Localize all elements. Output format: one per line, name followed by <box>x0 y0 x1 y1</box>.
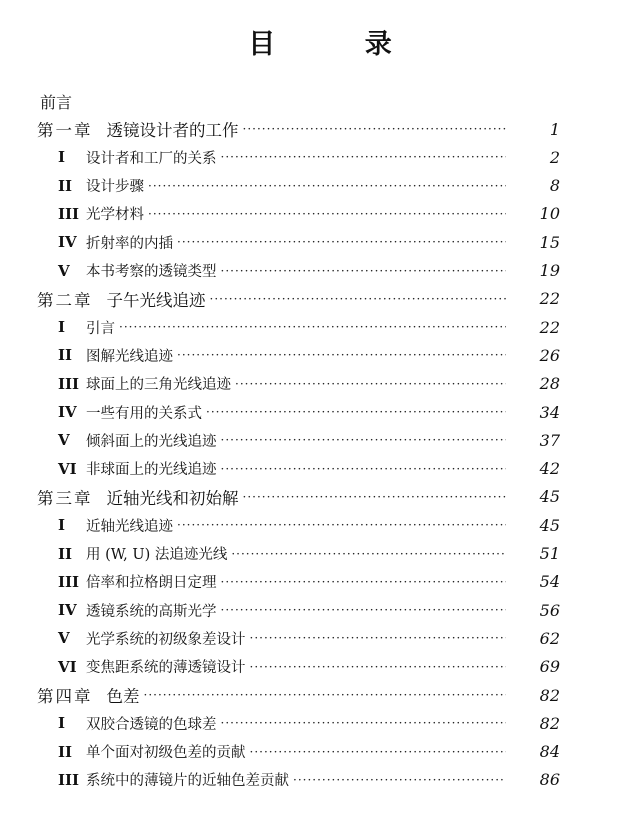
leader-dots <box>250 660 507 674</box>
section-number: I <box>58 148 66 167</box>
page-number: 22 <box>539 317 560 337</box>
section-title: 折射率的内插 <box>86 235 173 252</box>
toc-section-row <box>0 456 640 482</box>
section-title: 透镜系统的高斯光学 <box>86 603 217 620</box>
leader-dots <box>221 575 507 589</box>
page-number: 26 <box>539 345 560 365</box>
section-number: II <box>58 346 73 365</box>
page-number: 69 <box>539 657 560 677</box>
leader-dots <box>148 207 506 221</box>
toc-section-row <box>0 399 640 425</box>
page-number: 62 <box>539 628 560 648</box>
page-number: 54 <box>539 572 560 592</box>
chapter-number: 第三章 <box>37 488 93 508</box>
leader-dots <box>177 235 506 249</box>
chapter-title: 近轴光线和初始解 <box>106 488 239 508</box>
section-number: II <box>58 176 73 195</box>
section-title: 球面上的三角光线追迹 <box>86 377 231 394</box>
page-number: 34 <box>539 402 560 422</box>
page-number: 84 <box>539 742 560 762</box>
page-number: 82 <box>539 713 560 733</box>
toc-section-row <box>0 173 640 199</box>
page-number: 2 <box>549 147 560 167</box>
page-number: 1 <box>549 119 560 139</box>
section-title: 双胶合透镜的色球差 <box>86 716 217 733</box>
leader-dots <box>119 320 506 334</box>
page-number: 10 <box>539 204 560 224</box>
page-number: 15 <box>539 232 560 252</box>
leader-dots <box>235 377 506 391</box>
chapter-title: 子午光线追迹 <box>106 290 206 310</box>
section-title: 近轴光线追迹 <box>86 518 173 535</box>
toc-section-row <box>0 569 640 595</box>
section-title: 变焦距系统的薄透镜设计 <box>86 660 246 677</box>
toc-chapter-row <box>0 682 640 708</box>
leader-dots <box>250 745 507 759</box>
section-title: 非球面上的光线追迹 <box>86 462 217 479</box>
preface-heading: 前言 <box>40 93 73 112</box>
leader-dots <box>221 462 507 476</box>
section-number: III <box>58 374 80 393</box>
leader-dots <box>293 773 506 787</box>
section-title: 系统中的薄镜片的近轴色差贡献 <box>86 773 289 790</box>
section-number: III <box>58 204 80 223</box>
leader-dots <box>221 433 507 447</box>
chapter-number: 第二章 <box>37 290 93 310</box>
page-number: 45 <box>539 487 560 507</box>
section-title: 一些有用的关系式 <box>86 405 202 422</box>
leader-dots <box>231 547 506 561</box>
section-number: II <box>58 544 73 563</box>
toc-section-row <box>0 342 640 368</box>
section-title: 设计步骤 <box>86 179 144 196</box>
section-number: V <box>58 261 70 280</box>
section-number: VI <box>58 459 77 478</box>
toc-section-row <box>0 201 640 227</box>
toc-section-row <box>0 229 640 255</box>
page-title: 目 录 <box>248 29 432 60</box>
chapter-number: 第四章 <box>37 687 93 706</box>
section-title: 倍率和拉格朗日定理 <box>86 575 217 592</box>
leader-dots <box>210 292 507 306</box>
leader-dots <box>177 518 506 532</box>
toc-section-row <box>0 767 640 793</box>
section-title: 设计者和工厂的关系 <box>86 150 217 167</box>
page-number: 8 <box>549 176 560 196</box>
toc-section-row <box>0 314 640 340</box>
leader-dots <box>177 348 506 362</box>
chapter-number: 第一章 <box>37 121 93 140</box>
section-number: V <box>58 431 70 450</box>
toc-section-row <box>0 739 640 765</box>
section-title: 单个面对初级色差的贡献 <box>86 745 246 762</box>
toc-section-row <box>0 258 640 284</box>
page-number: 51 <box>539 544 560 563</box>
toc-chapter-row <box>0 116 640 142</box>
section-title: 引言 <box>86 320 115 337</box>
leader-dots <box>221 264 507 278</box>
page-number: 22 <box>539 289 560 309</box>
section-number: I <box>58 714 66 733</box>
leader-dots <box>148 179 506 193</box>
section-number: I <box>58 318 66 337</box>
toc-section-row <box>0 371 640 397</box>
chapter-title: 透镜设计者的工作 <box>106 121 239 140</box>
section-number: VI <box>58 657 77 676</box>
section-title: 光学系统的初级象差设计 <box>86 631 246 648</box>
section-number: IV <box>58 403 77 421</box>
leader-dots <box>243 122 507 136</box>
toc-section-row <box>0 541 640 567</box>
toc-chapter-row <box>0 286 640 312</box>
toc-section-row <box>0 654 640 680</box>
page-number: 19 <box>539 261 560 280</box>
section-number: I <box>58 516 66 535</box>
toc-section-row <box>0 625 640 651</box>
toc-chapter-row <box>0 484 640 510</box>
page-number: 82 <box>539 685 560 705</box>
section-title: 光学材料 <box>86 207 144 224</box>
leader-dots <box>221 603 507 617</box>
page-number: 86 <box>539 770 560 790</box>
section-number: II <box>58 742 73 761</box>
leader-dots <box>221 716 507 730</box>
leader-dots <box>144 688 507 702</box>
section-number: V <box>58 629 70 648</box>
page-number: 42 <box>539 459 560 479</box>
section-number: IV <box>58 233 77 252</box>
section-number: IV <box>58 601 77 620</box>
section-title: 图解光线追迹 <box>86 348 173 365</box>
section-number: III <box>58 572 80 591</box>
toc-section-row <box>0 597 640 623</box>
toc-section-row <box>0 427 640 453</box>
leader-dots <box>250 631 507 645</box>
section-title: 用 (W, U) 法追迹光线 <box>86 547 228 563</box>
chapter-title: 色差 <box>106 687 140 706</box>
section-title: 倾斜面上的光线追迹 <box>86 433 217 450</box>
leader-dots <box>206 405 506 419</box>
leader-dots <box>243 490 507 504</box>
page-number: 56 <box>539 600 560 620</box>
leader-dots <box>221 150 507 164</box>
section-number: III <box>58 770 80 789</box>
toc-section-row <box>0 144 640 170</box>
page-number: 28 <box>539 374 560 394</box>
section-title: 本书考察的透镜类型 <box>86 264 217 280</box>
toc-section-row <box>0 710 640 736</box>
toc-section-row <box>0 512 640 538</box>
page-number: 37 <box>539 430 560 450</box>
page-number: 45 <box>539 515 560 535</box>
